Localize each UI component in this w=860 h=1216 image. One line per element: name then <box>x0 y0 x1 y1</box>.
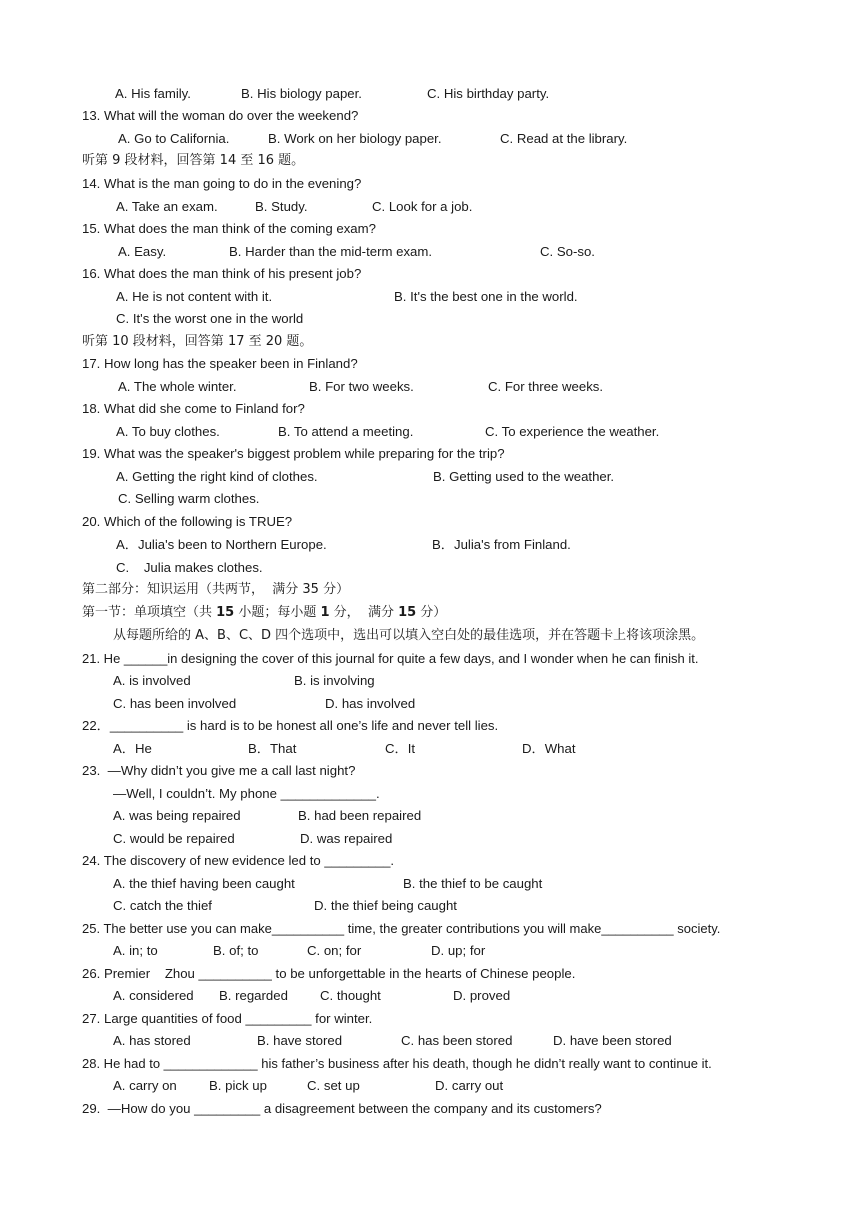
q16-stem: 16. What does the man think of his present job? <box>82 266 362 281</box>
q15-stem: 15. What does the man think of the coming exam? <box>82 221 376 236</box>
q26-option-b: B. regarded <box>219 988 288 1003</box>
q19-stem: 19. What was the speaker's biggest problem while preparing for the trip? <box>82 446 505 461</box>
q16-option-a: A. He is not content with it. <box>116 289 273 304</box>
q16-option-b: B. It's the best one in the world. <box>394 289 578 304</box>
q21-option-a: A. is involved <box>113 673 191 688</box>
q20-option-a: A．Julia's been to Northern Europe. <box>116 537 327 552</box>
q24-option-b: B. the thief to be caught <box>403 876 543 891</box>
q28-option-c: C. set up <box>307 1078 360 1093</box>
q22-stem: 22．__________ is hard is to be honest all one’s life and never tell lies. <box>82 718 499 733</box>
q13-stem: 13. What will the woman do over the weekend? <box>82 108 359 123</box>
q22-option-c: C．It <box>385 741 416 756</box>
q20-option-b: B．Julia's from Finland. <box>432 537 571 552</box>
q26-option-d: D. proved <box>453 988 511 1003</box>
q17-option-c: C. For three weeks. <box>488 379 604 394</box>
q28-stem: 28. He had to _____________ his father’s business after his death, though he didn’t really want to continue it. <box>82 1056 712 1071</box>
q15-option-c: C. So-so. <box>540 244 595 259</box>
section-1-heading: 第一节：单项填空（共 15 小题；每小题 1 分， 满分 15 分） <box>82 605 447 620</box>
q23-reply: —Well, I couldn’t. My phone _____________. <box>113 786 380 801</box>
q21-option-d: D. has involved <box>325 696 416 711</box>
q12-option-a: A. His family. <box>115 86 191 101</box>
q14-option-b: B. Study. <box>255 199 308 214</box>
q27-option-d: D. have been stored <box>553 1033 672 1048</box>
section-9-heading: 听第 9 段材料，回答第 14 至 16 题。 <box>82 153 305 168</box>
q15-option-a: A. Easy. <box>118 244 167 259</box>
q22-option-a: A．He <box>113 741 152 756</box>
q13-option-c: C. Read at the library. <box>500 131 628 146</box>
q19-option-b: B. Getting used to the weather. <box>433 469 615 484</box>
q26-option-c: C. thought <box>320 988 381 1003</box>
q28-option-d: D. carry out <box>435 1078 504 1093</box>
q29-stem: 29. —How do you _________ a disagreement between the company and its customers? <box>82 1101 602 1116</box>
q21-stem: 21. He ______in designing the cover of this journal for quite a few days, and I wonder when he can finish it. <box>82 651 699 666</box>
q22-option-d: D．What <box>522 741 576 756</box>
q25-option-a: A. in; to <box>113 943 158 958</box>
q24-stem: 24. The discovery of new evidence led to _________. <box>82 853 395 868</box>
q23-option-b: B. had been repaired <box>298 808 422 823</box>
q23-option-d: D. was repaired <box>300 831 393 846</box>
q25-option-d: D. up; for <box>431 943 486 958</box>
q24-option-c: C. catch the thief <box>113 898 212 913</box>
q13-option-b: B. Work on her biology paper. <box>268 131 442 146</box>
q19-option-c: C. Selling warm clothes. <box>118 491 260 506</box>
q14-option-a: A. Take an exam. <box>116 199 218 214</box>
instruction-text: 从每题所给的 A、B、C、D 四个选项中，选出可以填入空白处的最佳选项，并在答题卡上将该项涂黑。 <box>113 628 705 643</box>
q18-stem: 18. What did she come to Finland for? <box>82 401 305 416</box>
q21-option-b: B. is involving <box>294 673 375 688</box>
q13-option-a: A. Go to California. <box>118 131 230 146</box>
q23-option-c: C. would be repaired <box>113 831 235 846</box>
q16-option-c: C. It's the worst one in the world <box>116 311 304 326</box>
q17-option-a: A. The whole winter. <box>118 379 237 394</box>
q28-option-b: B. pick up <box>209 1078 267 1093</box>
q12-option-c: C. His birthday party. <box>427 86 550 101</box>
q20-stem: 20. Which of the following is TRUE? <box>82 514 293 529</box>
q21-option-c: C. has been involved <box>113 696 237 711</box>
q18-option-b: B. To attend a meeting. <box>278 424 414 439</box>
q27-option-a: A. has stored <box>113 1033 191 1048</box>
q25-stem: 25. The better use you can make__________ time, the greater contributions you will make__________ society. <box>82 921 721 936</box>
q27-option-c: C. has been stored <box>401 1033 513 1048</box>
q14-option-c: C. Look for a job. <box>372 199 473 214</box>
q25-option-c: C. on; for <box>307 943 362 958</box>
section-10-heading: 听第 10 段材料，回答第 17 至 20 题。 <box>82 334 313 349</box>
q14-stem: 14. What is the man going to do in the evening? <box>82 176 362 191</box>
q12-option-b: B. His biology paper. <box>241 86 362 101</box>
q24-option-d: D. the thief being caught <box>314 898 457 913</box>
q22-option-b: B．That <box>248 741 297 756</box>
q17-option-b: B. For two weeks. <box>309 379 414 394</box>
q17-stem: 17. How long has the speaker been in Finland? <box>82 356 358 371</box>
q26-stem: 26. Premier Zhou __________ to be unforgettable in the hearts of Chinese people. <box>82 966 576 981</box>
q23-stem: 23. —Why didn’t you give me a call last night? <box>82 763 356 778</box>
q18-option-c: C. To experience the weather. <box>485 424 660 439</box>
q19-option-a: A. Getting the right kind of clothes. <box>116 469 318 484</box>
q28-option-a: A. carry on <box>113 1078 177 1093</box>
q24-option-a: A. the thief having been caught <box>113 876 295 891</box>
q23-option-a: A. was being repaired <box>113 808 241 823</box>
q27-stem: 27. Large quantities of food _________ for winter. <box>82 1011 373 1026</box>
q15-option-b: B. Harder than the mid-term exam. <box>229 244 433 259</box>
q25-option-b: B. of; to <box>213 943 259 958</box>
part-2-heading: 第二部分：知识运用（共两节， 满分 35 分） <box>82 582 350 597</box>
q26-option-a: A. considered <box>113 988 194 1003</box>
q20-option-c: C. Julia makes clothes. <box>116 560 263 575</box>
q18-option-a: A. To buy clothes. <box>116 424 220 439</box>
q27-option-b: B. have stored <box>257 1033 343 1048</box>
